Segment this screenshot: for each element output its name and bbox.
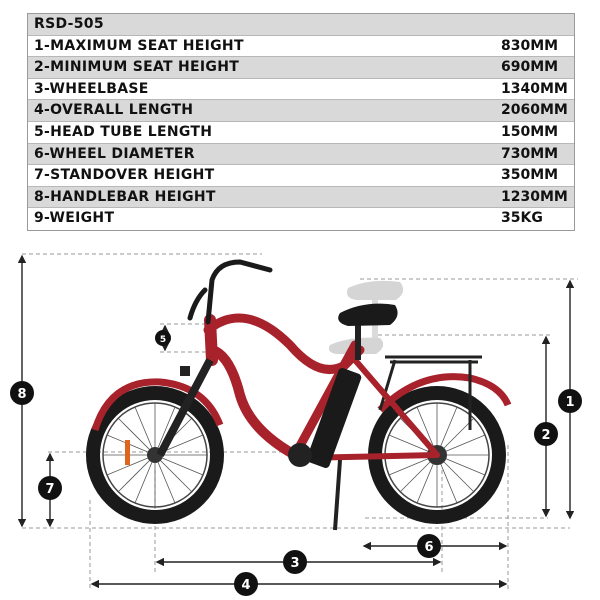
reflector-icon — [125, 440, 130, 465]
svg-text:5: 5 — [159, 335, 167, 345]
handlebar-icon — [190, 262, 270, 322]
front-wheel-icon — [93, 393, 217, 517]
spec-value: 830MM — [501, 37, 559, 54]
spec-value: 1340MM — [501, 80, 568, 97]
marker-8 — [10, 381, 34, 405]
svg-text:8: 8 — [17, 387, 27, 402]
spec-value: 35KG — [501, 210, 543, 227]
spec-label: 5-HEAD TUBE LENGTH — [34, 123, 213, 140]
model-name: RSD-505 — [34, 16, 104, 32]
marker-3 — [283, 550, 307, 574]
svg-text:2: 2 — [541, 428, 551, 443]
spec-value: 350MM — [501, 167, 559, 184]
marker-4 — [234, 572, 258, 596]
marker-7 — [38, 476, 62, 500]
e-bike-illustration — [93, 262, 508, 530]
svg-text:4: 4 — [241, 578, 251, 593]
svg-text:6: 6 — [424, 540, 434, 555]
spec-label: 3-WHEELBASE — [34, 80, 149, 97]
light-icon — [180, 366, 190, 376]
spec-value: 730MM — [501, 145, 559, 162]
spec-label: 6-WHEEL DIAMETER — [34, 145, 195, 162]
spec-label: 7-STANDOVER HEIGHT — [34, 167, 215, 184]
marker-2 — [534, 422, 558, 446]
marker-6 — [417, 534, 441, 558]
spec-label: 9-WEIGHT — [34, 210, 115, 227]
svg-text:7: 7 — [45, 482, 55, 497]
spec-label: 2-MINIMUM SEAT HEIGHT — [34, 59, 240, 76]
spec-value: 2060MM — [501, 102, 568, 119]
svg-text:1: 1 — [565, 395, 575, 410]
spec-value: 1230MM — [501, 188, 568, 205]
kickstand-icon — [335, 460, 340, 530]
spec-value: 150MM — [501, 123, 559, 140]
svg-text:3: 3 — [290, 556, 300, 571]
crank-icon — [288, 443, 312, 467]
spec-value: 690MM — [501, 59, 559, 76]
spec-label: 4-OVERALL LENGTH — [34, 102, 194, 119]
spec-label: 8-HANDLEBAR HEIGHT — [34, 188, 216, 205]
marker-5 — [155, 330, 171, 346]
spec-label: 1-MAXIMUM SEAT HEIGHT — [34, 37, 244, 54]
marker-1 — [558, 389, 582, 413]
